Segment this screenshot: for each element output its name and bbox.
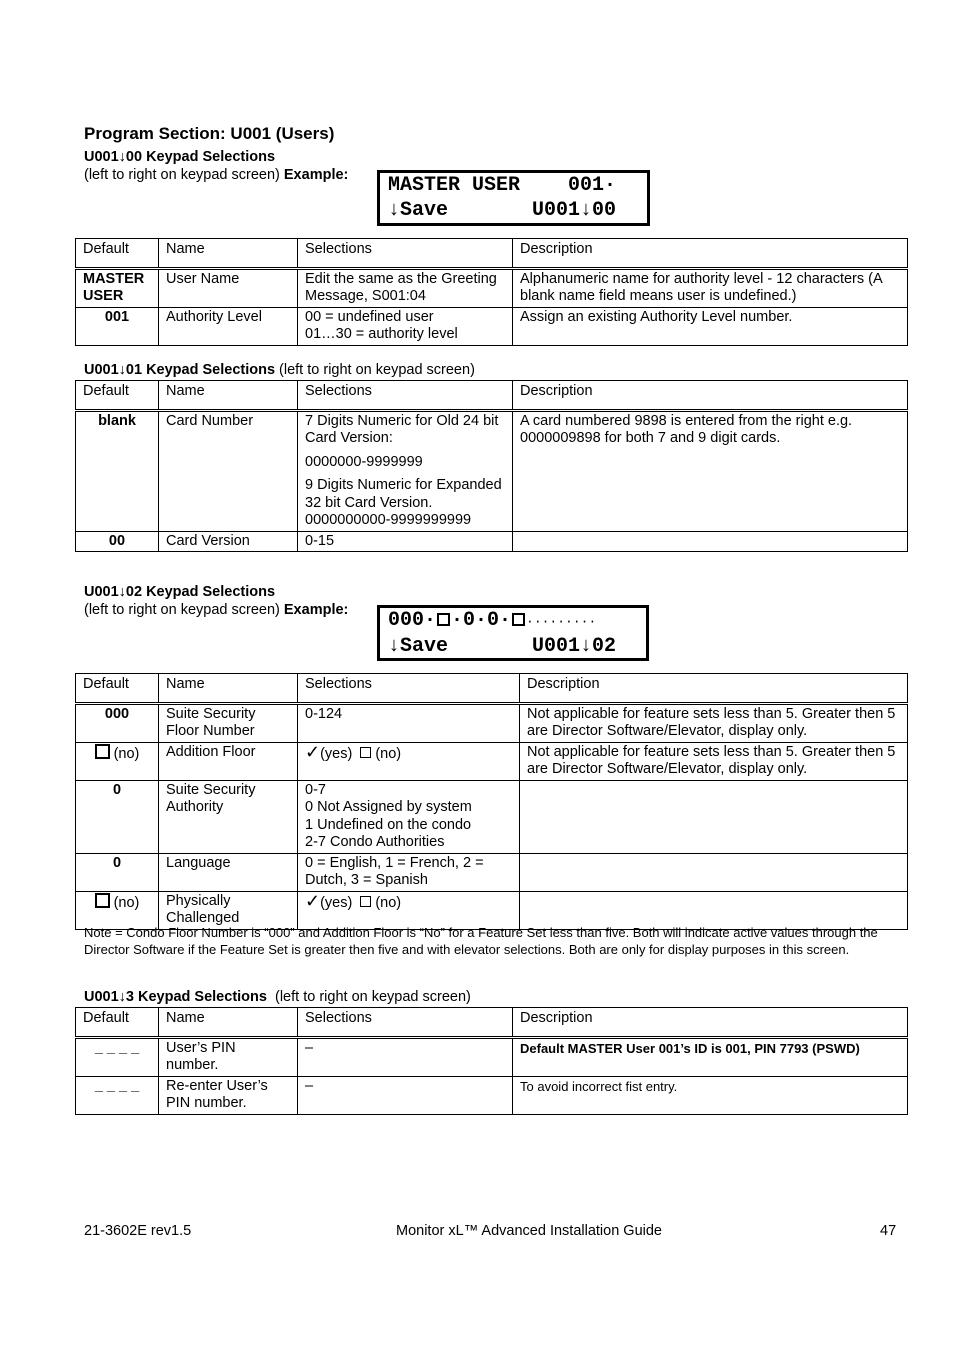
default-label: (no) [113,894,140,911]
cell-default: 0 [76,780,159,853]
section-heading-01 [84,362,475,378]
cell-default: _ _ _ _ [76,1076,159,1114]
table-row [76,410,908,531]
selection-paragraph: 9 Digits Numeric for Expanded 32 bit Card Version. [305,477,502,511]
cell-selections: 0-15 [298,531,513,552]
table-row [76,742,908,780]
header-selections: Selections [298,239,513,269]
cell-description: Default MASTER User 001’s ID is 001, PIN 7793 (PSWD) [513,1037,908,1076]
selection-line: 00 = undefined user [305,308,434,325]
header-default: Default [76,381,159,411]
cell-default: _ _ _ _ [76,1037,159,1076]
cell-selections: – [298,1037,513,1076]
cell-description: To avoid incorrect fist entry. [513,1076,908,1114]
cell-description: Not applicable for feature sets less than 5. Greater then 5 are Director Software/Elevator, display only. [520,703,908,742]
selection-paragraph: 7 Digits Numeric for Old 24 bit Card Version: [305,412,499,446]
example-label: Example: [283,602,349,618]
heading-prefix: U001 [84,989,119,1005]
down-arrow-icon: ↓ [118,989,126,1005]
cell-description [513,531,908,552]
heading-prefix: U001 [84,362,119,378]
cell-selections [298,780,520,853]
selection-paragraph: 0000000-9999999 [305,453,423,470]
cell-name: Suite Security Authority [159,780,298,853]
selection-line: 2-7 Condo Authorities [305,834,445,850]
lcd-segment: ·0·0· [451,609,512,632]
subline-text: (left to right on keypad screen) [84,602,280,618]
cell-default: 0 [76,853,159,891]
cell-name: User’s PIN number. [159,1037,298,1076]
selection-line: 1 Undefined on the condo [305,816,472,833]
header-default: Default [76,1008,159,1038]
selection-line: 0 Not Assigned by system [305,799,472,815]
footer-title: Monitor xL™ Advanced Installation Guide [396,1223,662,1239]
subline-text: (left to right on keypad screen) [84,167,280,183]
table-row [76,853,908,891]
table-row [76,703,908,742]
table-row [76,307,908,345]
table-header-row [76,674,908,704]
heading-suffix: 02 Keypad Selections [125,584,276,600]
checkbox-empty-icon [360,747,371,758]
cell-description: Alphanumeric name for authority level - 12 characters (A blank name field means user is undefined.) [513,268,908,307]
cell-name: Authority Level [159,307,298,345]
heading-prefix: U001 [84,584,119,600]
cell-selections [298,410,513,531]
selection-paragraph: 0000000000-9999999999 [305,512,472,528]
page-title: Program Section: U001 (Users) [84,124,335,143]
header-name: Name [159,674,298,704]
checkbox-empty-icon [95,744,110,759]
cell-name: Physically Challenged [159,891,298,929]
checkmark-icon: ✓ [305,890,321,911]
option-no: (no) [375,745,402,762]
lcd-segment: 000· [388,609,437,632]
cell-default: 00 [76,531,159,552]
table-row [76,1037,908,1076]
heading-suffix: 00 Keypad Selections [125,149,276,165]
cell-name: Re-enter User’s PIN number. [159,1076,298,1114]
header-description: Description [513,381,908,411]
heading-tail: (left to right on keypad screen) [275,362,475,378]
down-arrow-icon: ↓ [118,362,126,378]
cell-default [76,891,159,929]
cell-description [520,853,908,891]
example-label: Example: [283,167,349,183]
cell-default: 001 [76,307,159,345]
checkmark-icon: ✓ [305,741,321,762]
checkbox-empty-icon [437,613,450,626]
default-label: (no) [113,745,140,762]
cell-name: Suite Security Floor Number [159,703,298,742]
section-heading-00 [84,149,275,165]
cell-default: 000 [76,703,159,742]
lcd-line-2: ↓Save U001↓00 [388,199,617,222]
selection-line: 01…30 = authority level [305,326,458,342]
subline-00 [84,167,348,183]
header-selections: Selections [298,1008,513,1038]
header-selections: Selections [298,674,520,704]
lcd-segment: ········· [526,614,597,629]
section-heading-3 [84,989,471,1005]
table-u001-00 [75,238,908,346]
cell-selections [298,891,520,929]
cell-description: Not applicable for feature sets less than 5. Greater then 5 are Director Software/Elevator, display only. [520,742,908,780]
selection-line: 0-7 [305,781,326,798]
cell-description: Assign an existing Authority Level number. [513,307,908,345]
table-row [76,891,908,929]
heading-suffix: 3 Keypad Selections [125,989,267,1005]
cell-selections [298,742,520,780]
table-row [76,531,908,552]
cell-default: blank [76,410,159,531]
cell-selections: – [298,1076,513,1114]
cell-default: MASTER USER [76,268,159,307]
down-arrow-icon: ↓ [118,584,126,600]
table-header-row [76,239,908,269]
keypad-lcd-00 [377,170,650,226]
footer-doc-number: 21-3602E rev1.5 [84,1223,192,1239]
header-description: Description [513,239,908,269]
table-u001-01 [75,380,908,552]
cell-selections: Edit the same as the Greeting Message, S001:04 [298,268,513,307]
table-header-row [76,381,908,411]
checkbox-empty-icon [512,613,525,626]
option-yes: (yes) [320,745,353,762]
lcd-line-1: MASTER USER 001· [388,174,617,197]
note-text: Note = Condo Floor Number is “000” and Addition Floor is “No” for a Feature Set less than five. Both will indicate active values through the Director Software if the Feature Set is greater then five and with elevator selections. Both are only for display purposes in this screen. [84,925,878,957]
cell-name: User Name [159,268,298,307]
table-row [76,780,908,853]
table-row [76,268,908,307]
header-description: Description [513,1008,908,1038]
subline-02 [84,602,348,618]
cell-name: Card Version [159,531,298,552]
cell-name: Card Number [159,410,298,531]
header-name: Name [159,1008,298,1038]
cell-selections: 0 = English, 1 = French, 2 = Dutch, 3 = Spanish [298,853,520,891]
lcd-line-2: ↓Save U001↓02 [388,635,617,658]
down-arrow-icon: ↓ [118,149,126,165]
header-default: Default [76,674,159,704]
section-heading-02 [84,584,275,600]
cell-default [76,742,159,780]
heading-tail: (left to right on keypad screen) [266,989,471,1005]
table-header-row [76,1008,908,1038]
cell-selections [298,307,513,345]
heading-suffix: 01 Keypad Selections [125,362,276,378]
table-u001-02 [75,673,908,930]
checkbox-empty-icon [95,893,110,908]
header-default: Default [76,239,159,269]
cell-description [520,780,908,853]
option-no: (no) [375,894,402,911]
table-u001-3 [75,1007,908,1115]
header-selections: Selections [298,381,513,411]
cell-selections: 0-124 [298,703,520,742]
keypad-lcd-02 [377,605,649,661]
footer-page-number: 47 [880,1223,897,1239]
header-name: Name [159,239,298,269]
heading-prefix: U001 [84,149,119,165]
cell-description: A card numbered 9898 is entered from the right e.g. 0000009898 for both 7 and 9 digit cards. [513,410,908,531]
header-name: Name [159,381,298,411]
table-row [76,1076,908,1114]
header-description: Description [520,674,908,704]
option-yes: (yes) [320,894,353,911]
cell-name: Addition Floor [159,742,298,780]
checkbox-empty-icon [360,896,371,907]
cell-name: Language [159,853,298,891]
cell-description [520,891,908,929]
lcd-line-1 [388,608,638,634]
